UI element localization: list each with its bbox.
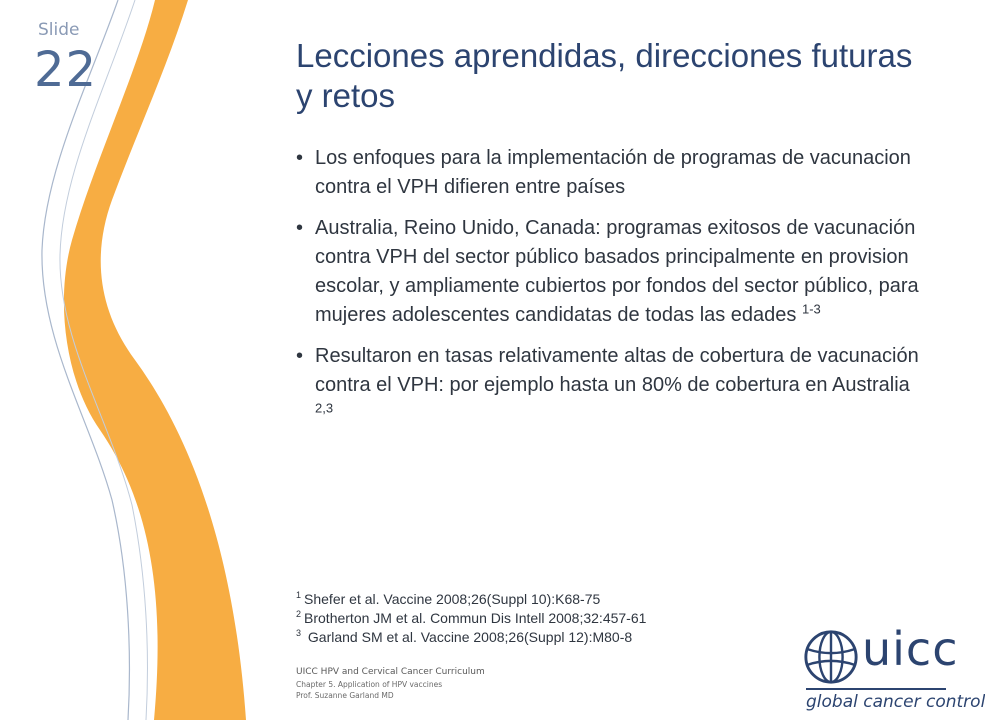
- slide-label: Slide: [38, 20, 80, 40]
- footer-chapter: Chapter 5. Application of HPV vaccines: [296, 680, 443, 689]
- footer: [296, 666, 485, 701]
- reference-item: [296, 590, 646, 609]
- reference-number: 3: [296, 628, 302, 639]
- uicc-logo: [800, 622, 985, 716]
- bullet-item: [296, 342, 921, 429]
- footer-author: Prof. Suzanne Garland MD: [296, 691, 394, 700]
- decorative-swoosh: [0, 0, 260, 720]
- bullet-item: [296, 144, 921, 202]
- reference-text: Garland SM et al. Vaccine 2008;26(Suppl 12):M80-8: [304, 629, 633, 645]
- slide-title: Lecciones aprendidas, direcciones futuras y retos: [296, 37, 913, 114]
- globe-icon: [802, 628, 860, 686]
- logo-wordmark: uicc: [862, 622, 959, 676]
- bullet-item: [296, 214, 921, 330]
- footer-curriculum: UICC HPV and Cervical Cancer Curriculum: [296, 667, 485, 677]
- reference-item: [296, 628, 646, 647]
- reference-item: [296, 609, 646, 628]
- bullet-citation: 1-3: [801, 301, 821, 317]
- bullet-citation: 2,3: [315, 400, 334, 416]
- logo-tagline: global cancer control: [806, 692, 985, 712]
- bullet-text: Los enfoques para la implementación de programas de vacunacion contra el VPH difieren entre países: [315, 147, 911, 198]
- references: [296, 590, 646, 647]
- slide-number: 22: [34, 42, 98, 98]
- logo-divider: [806, 688, 946, 690]
- bullet-text: Resultaron en tasas relativamente altas de cobertura de vacunación contra el VPH: por ejemplo hasta un 80% de cobertura en Australia: [315, 345, 919, 396]
- bullet-list: [296, 144, 921, 441]
- reference-number: 2: [296, 609, 302, 620]
- reference-text: Brotherton JM et al. Commun Dis Intell 2008;32:457-61: [304, 610, 647, 626]
- reference-number: 1: [296, 590, 302, 601]
- reference-text: Shefer et al. Vaccine 2008;26(Suppl 10):K68-75: [304, 591, 601, 607]
- bullet-text: Australia, Reino Unido, Canada: programas exitosos de vacunación contra VPH del sector público basados principalmente en provision escolar, y ampliamente cubiertos por fondos del sector público, para mujeres adolescentes candidatas de todas las edades: [315, 217, 919, 326]
